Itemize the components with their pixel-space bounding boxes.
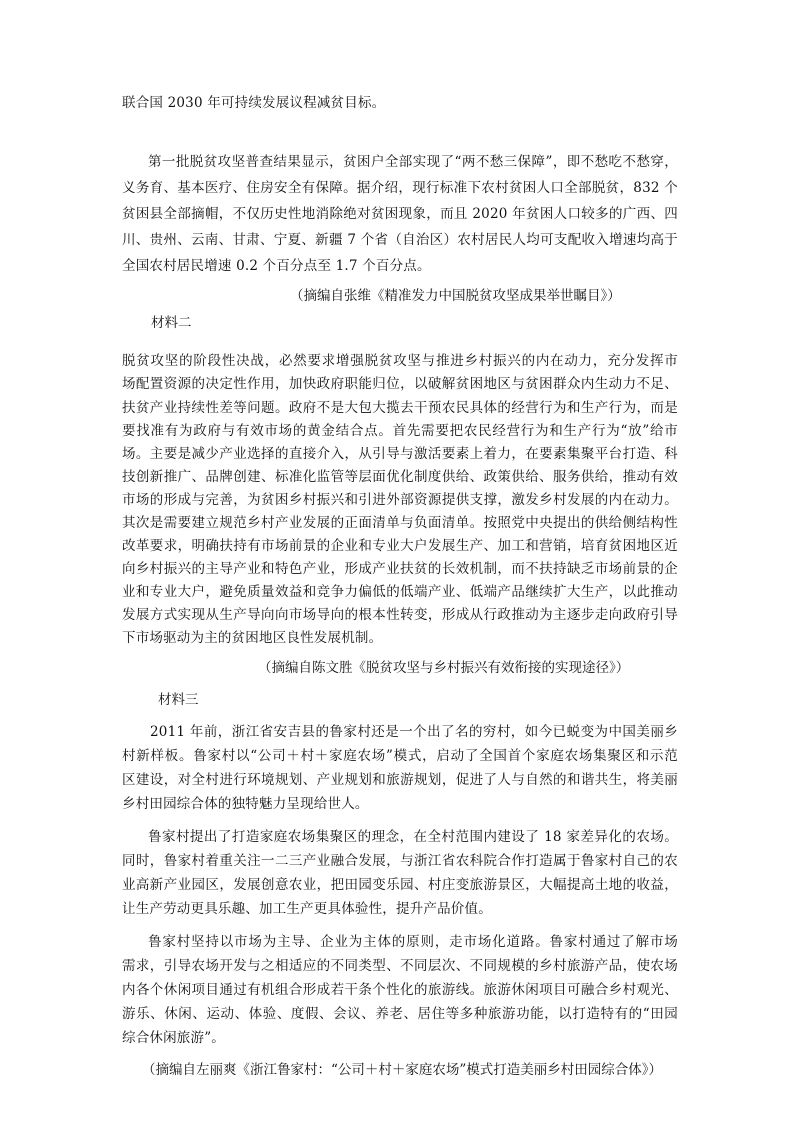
text-line: 业和专业大户，避免质量效益和竞争力偏低的低端产业、低端产品继续扩大生产，以此推动 — [122, 584, 678, 600]
text-line: 贫困县全部摘帽，不仅历史性地消除绝对贫困现象，而且 2020 年贫困人口较多的广西、四 — [122, 206, 678, 222]
source-citation: （摘编自张维《精准发力中国脱贫攻坚成果举世瞩目》） — [290, 288, 621, 304]
text-line: 区建设，对全村进行环境规划、产业规划和旅游规划，促进了人与自然的和谐共生，将美丽 — [122, 772, 678, 788]
text-line: 其次是需要建立规范乡村产业发展的正面清单与负面清单。按照党中央提出的供给侧结构性 — [122, 515, 678, 531]
section-heading: 材料三 — [158, 692, 199, 708]
text-line: 技创新推广、品牌创建、标准化监管等层面优化制度供给、政策供给、服务供给，推动有效 — [122, 469, 678, 485]
text-line: 联合国 2030 年可持续发展议程减贫目标。 — [122, 95, 386, 111]
text-line: 义务育、基本医疗、住房安全有保障。据介绍，现行标准下农村贫困人口全部脱贫，832 个 — [122, 180, 678, 196]
text-line: 2011 年前，浙江省安吉县的鲁家村还是一个出了名的穷村，如今已蜕变为中国美丽乡 — [150, 724, 678, 740]
text-line: 鲁家村坚持以市场为主导、企业为主体的原则，走市场化道路。鲁家村通过了解市场 — [148, 934, 678, 950]
text-line: 场。主要是减少产业选择的直接介入，从引导与激活要素上着力，在要素集聚平台打造、科 — [122, 446, 678, 462]
text-line: 发展方式实现从生产导向向市场导向的根本性转变，形成从行政推动为主逐步走向政府引导 — [122, 607, 678, 623]
text-line: 向乡村振兴的主导产业和特色产业，形成产业扶贫的长效机制，而不扶持缺乏市场前景的企 — [122, 561, 678, 577]
source-citation: （摘编自左丽爽《浙江鲁家村：“公司＋村＋家庭农场”模式打造美丽乡村田园综合体》） — [142, 1062, 663, 1078]
text-line: 下市场驱动为主的贫困地区良性发展机制。 — [122, 630, 383, 646]
text-line: 市场的形成与完善，为贫困乡村振兴和引进外部资源提供支撑，激发乡村发展的内在动力。 — [122, 492, 678, 508]
text-line: 场配置资源的决定性作用，加快政府职能归位，以破解贫困地区与贫困群众内生动力不足、 — [122, 376, 678, 392]
text-line: 扶贫产业持续性差等问题。政府不是大包大揽去干预农民具体的经营行为和生产行为，而是 — [122, 400, 678, 416]
text-line: 全国农村居民增速 0.2 个百分点至 1.7 个百分点。 — [122, 258, 431, 274]
section-heading: 材料二 — [151, 315, 192, 331]
text-line: 综合休闲旅游”。 — [122, 1030, 226, 1046]
text-line: 川、贵州、云南、甘肃、宁夏、新疆 7 个省（自治区）农村居民人均可支配收入增速均高于 — [122, 232, 678, 248]
text-line: 改革要求，明确扶持有市场前景的企业和专业大户发展生产、加工和营销，培育贫困地区近 — [122, 538, 678, 554]
text-line: 鲁家村提出了打造家庭农场集聚区的理念，在全村范围内建设了 18 家差异化的农场。 — [148, 829, 678, 845]
text-line: 业高新产业园区，发展创意农业，把田园变乐园、村庄变旅游景区，大幅提高土地的收益， — [122, 877, 678, 893]
text-line: 让生产劳动更具乐趣、加工生产更具体验性，提升产品价值。 — [122, 901, 492, 917]
text-line: 村新样板。鲁家村以“公司＋村＋家庭农场”模式，启动了全国首个家庭农场集聚区和示范 — [122, 748, 678, 764]
text-line: 要找准有为政府与有效市场的黄金结合点。首先需要把农民经营行为和生产行为“放”给市 — [122, 423, 678, 439]
text-line: 需求，引导农场开发与之相适应的不同类型、不同层次、不同规模的乡村旅游产品，使农场 — [122, 958, 678, 974]
text-line: 游乐、休闲、运动、体验、度假、会议、养老、居住等多种旅游功能，以打造特有的“田园 — [122, 1006, 678, 1022]
text-line: 脱贫攻坚的阶段性决战，必然要求增强脱贫攻坚与推进乡村振兴的内在动力，充分发挥市 — [122, 353, 678, 369]
text-line: 第一批脱贫攻坚普查结果显示，贫困户全部实现了“两不愁三保障”，即不愁吃不愁穿， — [148, 154, 678, 170]
text-line: 同时，鲁家村着重关注一二三产业融合发展，与浙江省农科院合作打造属于鲁家村自己的农 — [122, 853, 678, 869]
text-line: 内各个休闲项目通过有机组合形成若干条个性化的旅游线。旅游休闲项目可融合乡村观光、 — [122, 982, 678, 998]
text-line: 乡村田园综合体的独特魅力呈现给世人。 — [122, 796, 369, 812]
source-citation: （摘编自陈文胜《脱贫攻坚与乡村振兴有效衔接的实现途径》） — [258, 660, 630, 676]
